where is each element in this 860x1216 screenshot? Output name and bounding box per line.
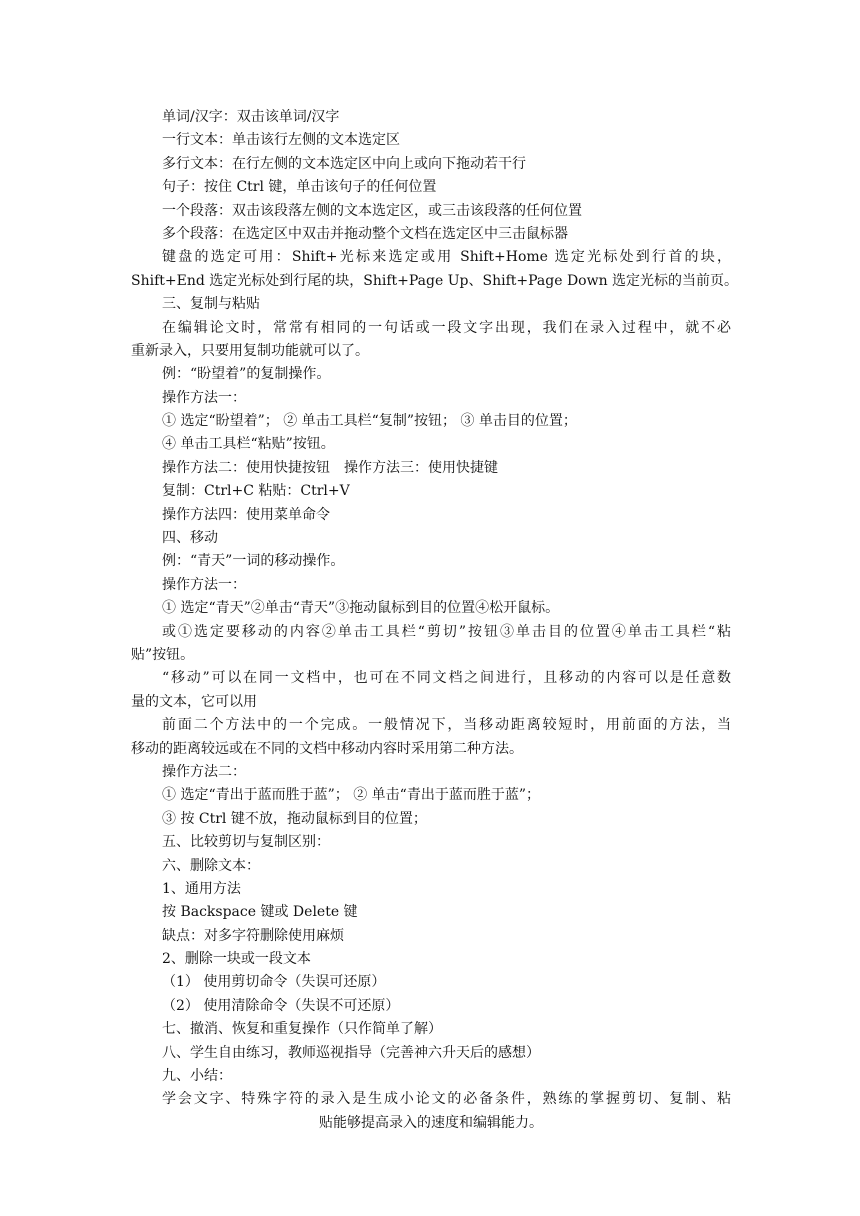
section-heading: 九、小结： bbox=[162, 1068, 232, 1085]
text-line: 贴能够提高录入的速度和编辑能力。 bbox=[319, 1114, 543, 1131]
text-line: 或①选定要移动的内容②单击工具栏“剪切”按钮③单击目的位置④单击工具栏“粘 bbox=[162, 623, 731, 640]
text-line: 例：“青天”一词的移动操作。 bbox=[162, 553, 345, 570]
section-heading: 五、比较剪切与复制区别： bbox=[162, 834, 330, 851]
text-line: 单词/汉字：双击该单词/汉字 bbox=[162, 109, 340, 125]
text-line: “移动”可以在同一文档中，也可在不同文档之间进行，且移动的内容可以是任意数 bbox=[162, 670, 731, 687]
section-heading: 七、撤消、恢复和重复操作（只作简单了解） bbox=[162, 1021, 442, 1038]
text-line: 操作方法二：使用快捷按钮 操作方法三：使用快捷键 bbox=[162, 459, 498, 476]
text-line: 句子：按住 Ctrl 键，单击该句子的任何位置 bbox=[162, 179, 437, 196]
text-line: 学会文字、特殊字符的录入是生成小论文的必备条件，熟练的掌握剪切、复制、粘 bbox=[162, 1091, 731, 1108]
section-heading: 四、移动 bbox=[162, 530, 218, 547]
text-line: 量的文本，它可以用 bbox=[131, 693, 257, 710]
text-line: ④ 单击工具栏“粘贴”按钮。 bbox=[162, 436, 335, 453]
text-line: 操作方法四：使用菜单命令 bbox=[162, 506, 330, 523]
section-heading: 六、删除文本： bbox=[162, 857, 260, 874]
text-line: 操作方法一： bbox=[162, 389, 246, 406]
text-line: 移动的距离较远或在不同的文档中移动内容时采用第二种方法。 bbox=[131, 740, 523, 757]
section-heading: 三、复制与粘贴 bbox=[162, 296, 260, 313]
text-line: 1、通用方法 bbox=[162, 880, 241, 897]
section-heading: 八、学生自由练习，教师巡视指导（完善神六升天后的感想） bbox=[162, 1044, 540, 1061]
text-line: （2） 使用清除命令（失误不可还原） bbox=[162, 997, 400, 1014]
text-line: ③ 按 Ctrl 键不放，拖动鼠标到目的位置； bbox=[162, 810, 427, 827]
text-line: ① 选定“盼望着”； ② 单击工具栏“复制”按钮； ③ 单击目的位置； bbox=[162, 413, 577, 430]
text-line: 重新录入，只要用复制功能就可以了。 bbox=[131, 342, 369, 359]
text-line: 复制：Ctrl+C 粘贴：Ctrl+V bbox=[162, 483, 350, 500]
text-line: 一行文本：单击该行左侧的文本选定区 bbox=[162, 132, 400, 149]
text-line: 多行文本：在行左侧的文本选定区中向上或向下拖动若干行 bbox=[162, 155, 526, 172]
text-line: ① 选定“青天”②单击“青天”③拖动鼠标到目的位置④松开鼠标。 bbox=[162, 600, 560, 617]
document-body bbox=[131, 106, 739, 1135]
text-line: Shift+End 选定光标处到行尾的块，Shift+Page Up、Shift+Page Down 选定光标的当前页。 bbox=[131, 272, 739, 289]
text-line: 缺点：对多字符删除使用麻烦 bbox=[162, 927, 344, 944]
text-line: 2、删除一块或一段文本 bbox=[162, 951, 311, 968]
text-line: 按 Backspace 键或 Delete 键 bbox=[162, 904, 358, 921]
text-line: 一个段落：双击该段落左侧的文本选定区，或三击该段落的任何位置 bbox=[162, 202, 582, 219]
text-line: 操作方法一： bbox=[162, 576, 246, 593]
text-line: 在编辑论文时，常常有相同的一句话或一段文字出现，我们在录入过程中，就不必 bbox=[162, 319, 731, 336]
text-line: 例：“盼望着”的复制操作。 bbox=[162, 366, 331, 383]
text-line: 操作方法二： bbox=[162, 763, 246, 780]
text-line: 多个段落：在选定区中双击并拖动整个文档在选定区中三击鼠标器 bbox=[162, 225, 568, 242]
text-line: （1） 使用剪切命令（失误可还原） bbox=[162, 974, 386, 991]
text-line: 键盘的选定可用：Shift+光标来选定或用 Shift+Home 选定光标处到行首的块， bbox=[162, 249, 731, 266]
text-line: 贴”按钮。 bbox=[131, 646, 195, 663]
text-line: ① 选定“青出于蓝而胜于蓝”； ② 单击“青出于蓝而胜于蓝”； bbox=[162, 787, 540, 804]
text-line: 前面二个方法中的一个完成。一般情况下，当移动距离较短时，用前面的方法，当 bbox=[162, 717, 731, 734]
